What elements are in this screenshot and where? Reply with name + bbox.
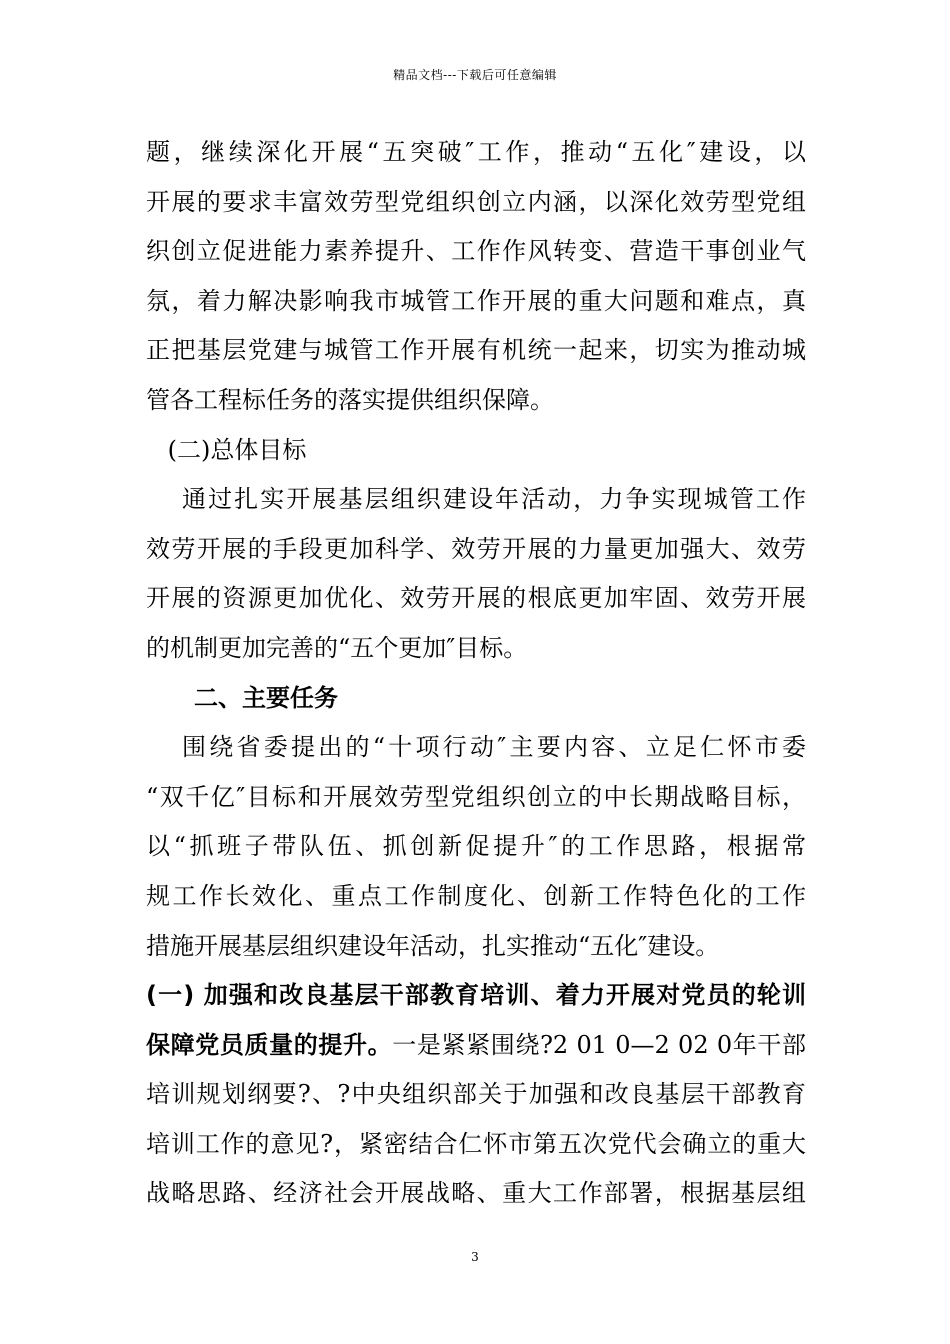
text-line: 的机制更加完善的“五个更加″目标。 [146, 633, 528, 662]
text-line: 正把基层党建与城管工作开展有机统一起来，切实为推动城 [146, 336, 806, 365]
bold-heading-line: (一) 加强和改良基层干部教育培训、着力开展对党员的轮训 [146, 981, 806, 1010]
text-line [146, 1021, 806, 1071]
text-line: 题，继续深化开展“五突破″工作，推动“五化″建设，以 [146, 138, 806, 166]
bold-heading-fragment: 保障党员质量的提升。 [146, 1030, 393, 1059]
text-line: 培训工作的意见?，紧密结合仁怀市第五次党代会确立的重大 [146, 1129, 806, 1158]
page-number: 3 [471, 1250, 479, 1264]
page-header: 精品文档---下载后可任意编辑 [393, 68, 557, 82]
text-line: 管各工程标任务的落实提供组织保障。 [146, 385, 554, 414]
text-line: 以“抓班子带队伍、抓创新促提升″的工作思路，根据常 [146, 832, 806, 861]
document-body [146, 128, 806, 1219]
text-line: 开展的资源更加优化、效劳开展的根底更加牢固、效劳开展 [146, 584, 806, 613]
text-line: 效劳开展的手段更加科学、效劳开展的力量更加强大、效劳 [146, 534, 806, 563]
text-line: 织创立促进能力素养提升、工作作风转变、营造干事创业气 [146, 237, 806, 266]
text-line: 培训规划纲要?、?中央组织部关于加强和改良基层干部教育 [146, 1080, 806, 1109]
text-line: 通过扎实开展基层组织建设年活动，力争实现城管工作 [182, 485, 806, 514]
text-fragment: 一是紧紧围绕?2 01 0—2 02 0年干部 [392, 1030, 807, 1059]
text-line: 氛，着力解决影响我市城管工作开展的重大问题和难点，真 [146, 286, 806, 315]
text-line: 围绕省委提出的“十项行动″主要内容、立足仁怀市委 [182, 733, 806, 762]
subheading: (二)总体目标 [167, 435, 307, 464]
section-heading: 二、主要任务 [194, 683, 338, 712]
text-line: 规工作长效化、重点工作制度化、创新工作特色化的工作 [146, 881, 806, 910]
text-line: 措施开展基层组织建设年活动，扎实推动“五化″建设。 [146, 931, 720, 960]
text-line: “双千亿″目标和开展效劳型党组织创立的中长期战略目标， [146, 782, 806, 811]
text-line: 开展的要求丰富效劳型党组织创立内涵，以深化效劳型党组 [146, 187, 806, 216]
text-line: 战略思路、经济社会开展战略、重大工作部署，根据基层组 [146, 1179, 806, 1208]
